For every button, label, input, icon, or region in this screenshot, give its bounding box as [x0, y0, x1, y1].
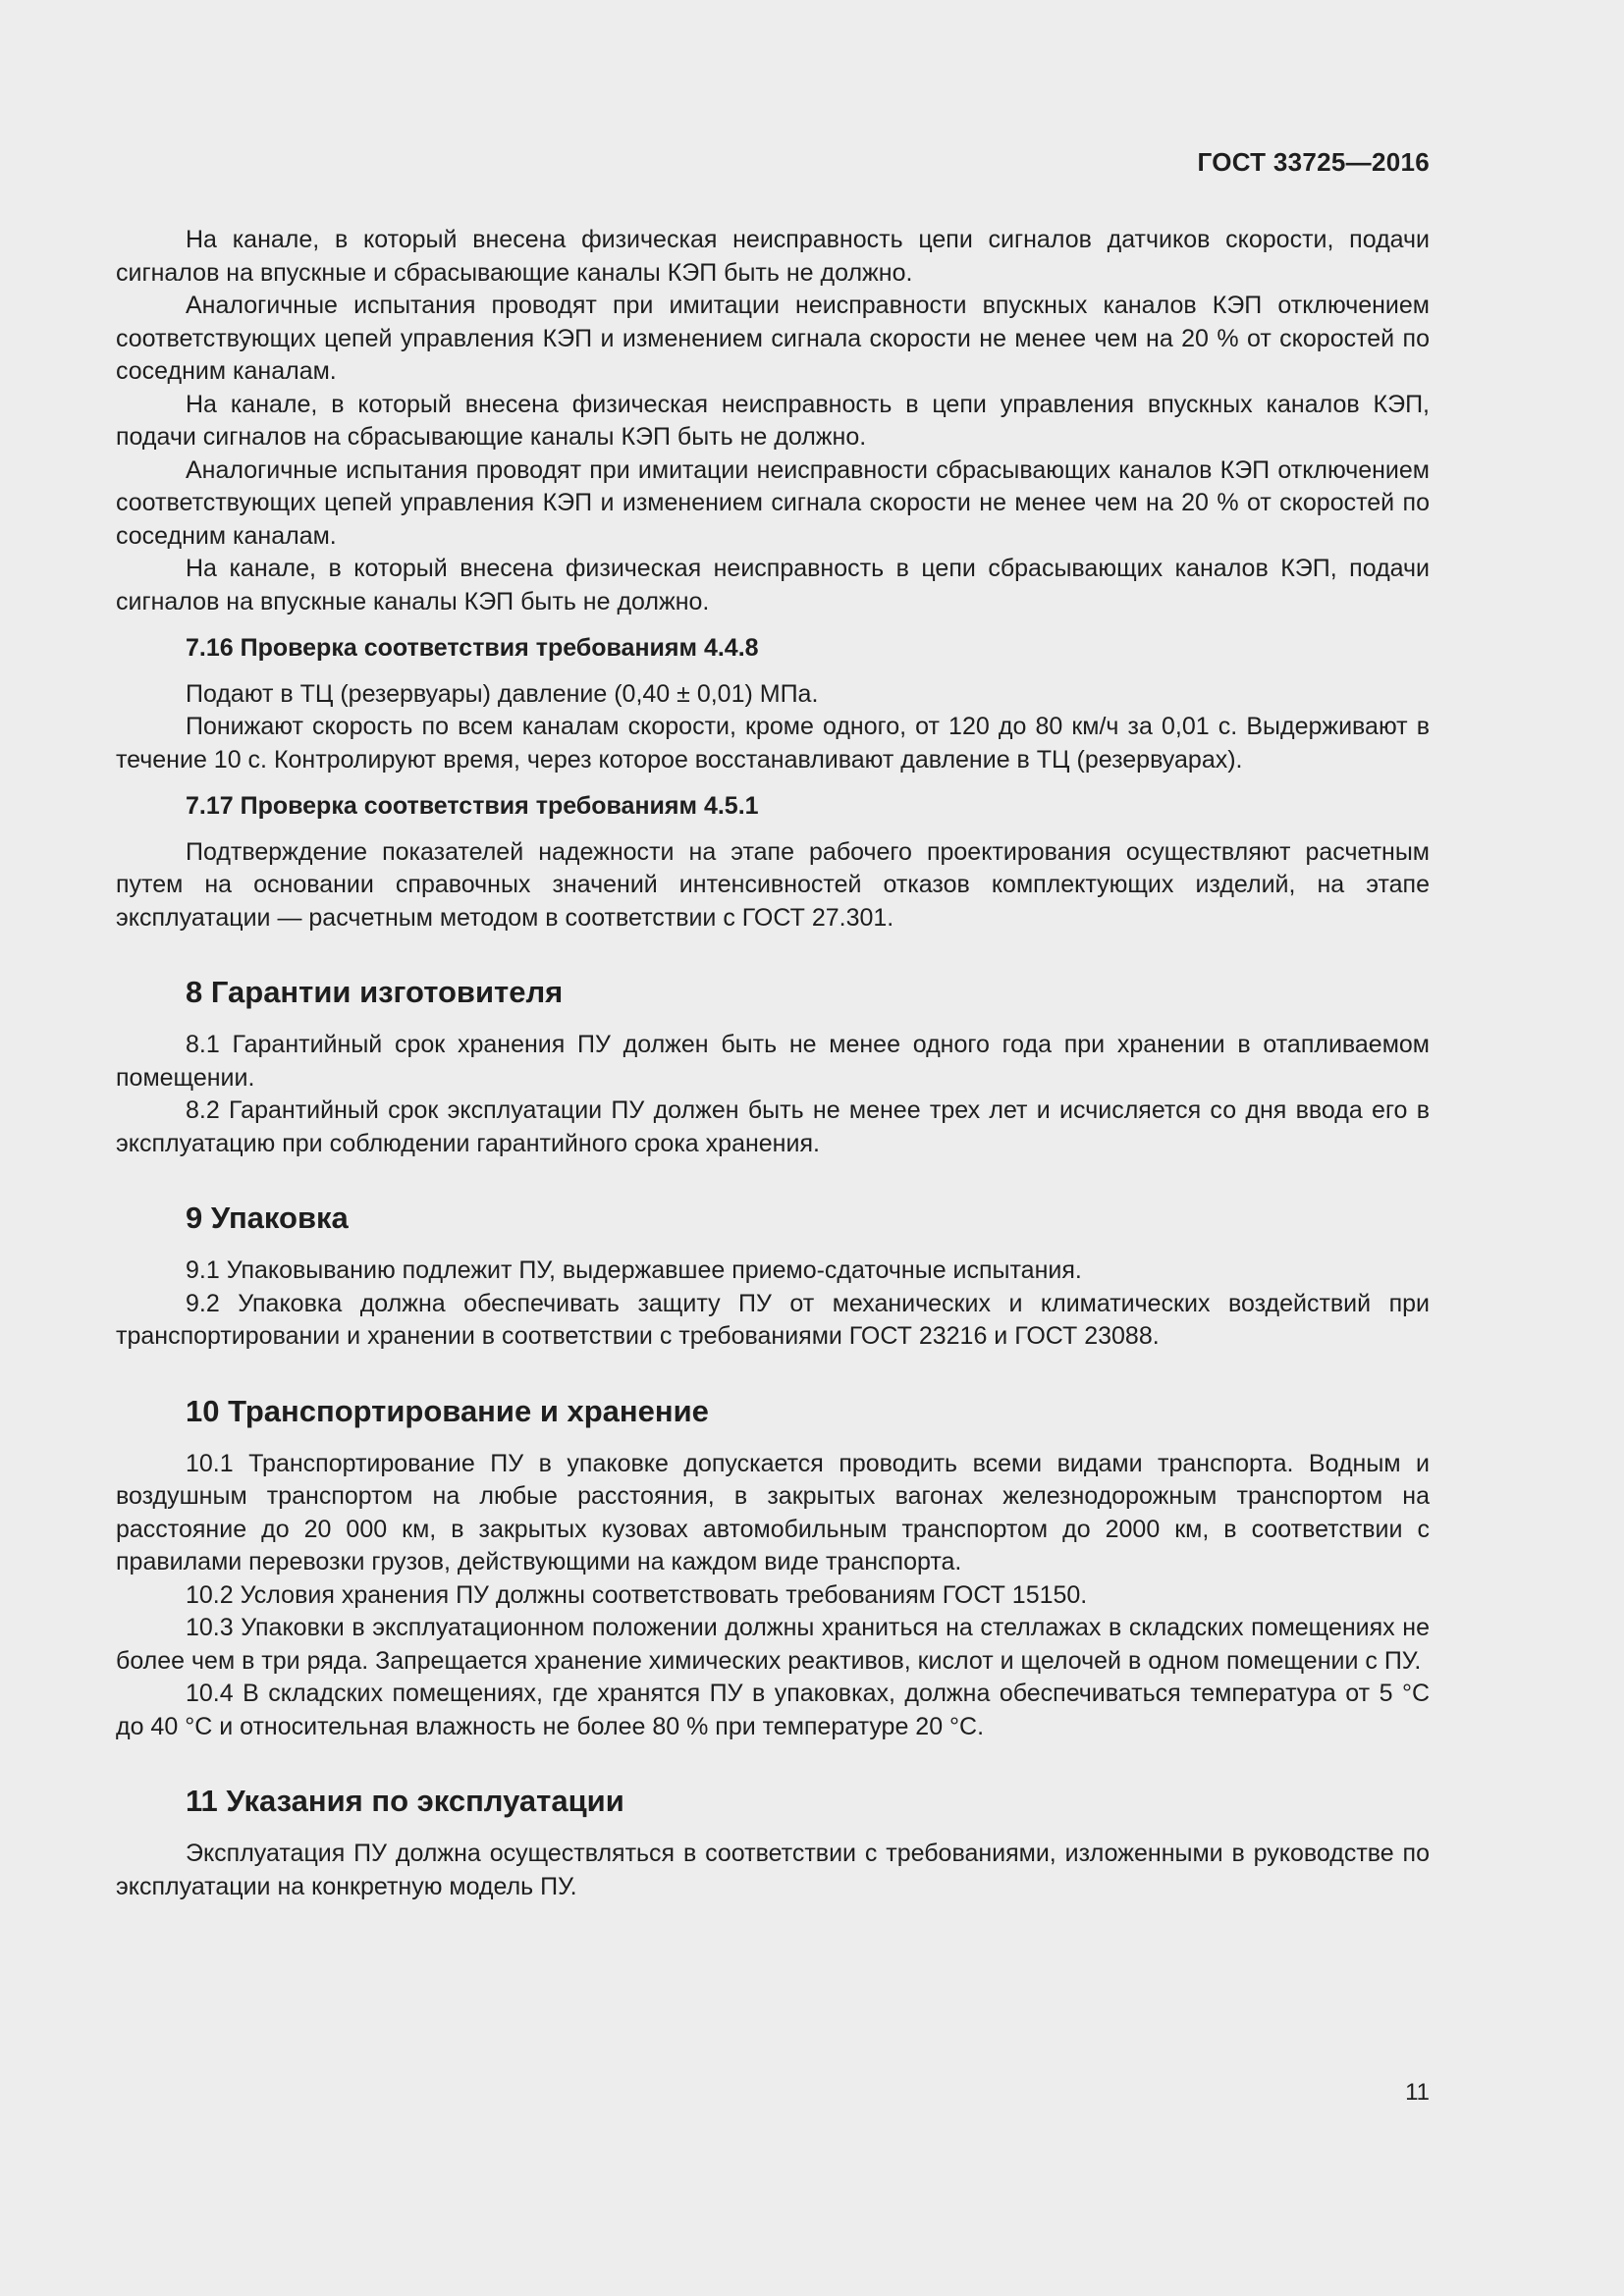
section-title-11: 11 Указания по эксплуатации: [186, 1784, 624, 1818]
clause-title-7-16: 7.16 Проверка соответствия требованиям 4.4.8: [186, 634, 759, 662]
document-page: [116, 0, 1430, 2296]
paragraph: Аналогичные испытания проводят при имитации неисправности впускных каналов КЭП отключением соответствующих цепей управления КЭП и изменением сигнала скорости не менее чем на 20 % от скоростей по соседним каналам.: [116, 292, 1430, 385]
paragraph: 10.1 Транспортирование ПУ в упаковке допускается проводить всеми видами транспорта. Водным и воздушным транспортом на любые расстояния, в закрытых вагонах железнодорожным транспортом на расстояние до 20 000 км, в закрытых кузовах автомобильным транспортом до 2000 км, в соответствии с правилами перевозки грузов, действующими на каждом виде транспорта.: [116, 1449, 1430, 1575]
paragraph: Эксплуатация ПУ должна осуществляться в соответствии с требованиями, изложенными в руководстве по эксплуатации на конкретную модель ПУ.: [116, 1840, 1430, 1900]
paragraph: 10.2 Условия хранения ПУ должны соответствовать требованиям ГОСТ 15150.: [186, 1580, 1088, 1609]
paragraph: 8.2 Гарантийный срок эксплуатации ПУ должен быть не менее трех лет и исчисляется со дня ввода его в эксплуатацию при соблюдении гарантийного срока хранения.: [116, 1096, 1430, 1157]
section-title-10: 10 Транспортирование и хранение: [186, 1393, 709, 1428]
paragraph: Аналогичные испытания проводят при имитации неисправности сбрасывающих каналов КЭП отключением соответствующих цепей управления КЭП и изменением сигнала скорости не менее чем на 20 % от скоростей по соседним каналам.: [116, 455, 1430, 550]
paragraph: На канале, в который внесена физическая неисправность в цепи сбрасывающих каналов КЭП, подачи сигналов на впускные каналы КЭП быть не должно.: [116, 555, 1430, 615]
paragraph: На канале, в который внесена физическая неисправность в цепи управления впускных каналов КЭП, подачи сигналов на сбрасывающие каналы КЭП быть не должно.: [116, 390, 1430, 451]
paragraph: 9.1 Упаковыванию подлежит ПУ, выдержавшее приемо-сдаточные испытания.: [186, 1256, 1082, 1284]
document-header-standard: ГОСТ 33725—2016: [1197, 147, 1430, 177]
paragraph: 9.2 Упаковка должна обеспечивать защиту ПУ от механических и климатических воздействий при транспортировании и хранении в соответствии с требованиями ГОСТ 23216 и ГОСТ 23088.: [116, 1289, 1430, 1350]
paragraph: Подают в ТЦ (резервуары) давление (0,40 ± 0,01) МПа.: [186, 679, 819, 708]
document-content: [116, 224, 1430, 1903]
paragraph: Подтверждение показателей надежности на этапе рабочего проектирования осуществляют расчетным путем на основании справочных значений интенсивностей отказов комплектующих изделий, на этапе эксплуатации — расчетным методом в соответствии с ГОСТ 27.301.: [116, 837, 1430, 932]
paragraph: На канале, в который внесена физическая неисправность цепи сигналов датчиков скорости, подачи сигналов на впускные и сбрасывающие каналы КЭП быть не должно.: [116, 226, 1430, 287]
page-number: 11: [1405, 2079, 1430, 2106]
paragraph: Понижают скорость по всем каналам скорости, кроме одного, от 120 до 80 км/ч за 0,01 с. Выдерживают в течение 10 с. Контролируют время, через которое восстанавливают давление в ТЦ (резервуарах).: [116, 713, 1430, 774]
section-title-8: 8 Гарантии изготовителя: [186, 975, 564, 1009]
paragraph: 10.3 Упаковки в эксплуатационном положении должны храниться на стеллажах в складских помещениях не более чем в три ряда. Запрещается хранение химических реактивов, кислот и щелочей в одном помещении с ПУ.: [116, 1614, 1430, 1675]
clause-title-7-17: 7.17 Проверка соответствия требованиям 4.5.1: [186, 792, 759, 820]
paragraph: 8.1 Гарантийный срок хранения ПУ должен быть не менее одного года при хранении в отапливаемом помещении.: [116, 1031, 1430, 1092]
paragraph: 10.4 В складских помещениях, где хранятся ПУ в упаковках, должна обеспечиваться температура от 5 °С до 40 °С и относительная влажность не более 80 % при температуре 20 °С.: [116, 1680, 1430, 1740]
section-title-9: 9 Упаковка: [186, 1201, 349, 1235]
